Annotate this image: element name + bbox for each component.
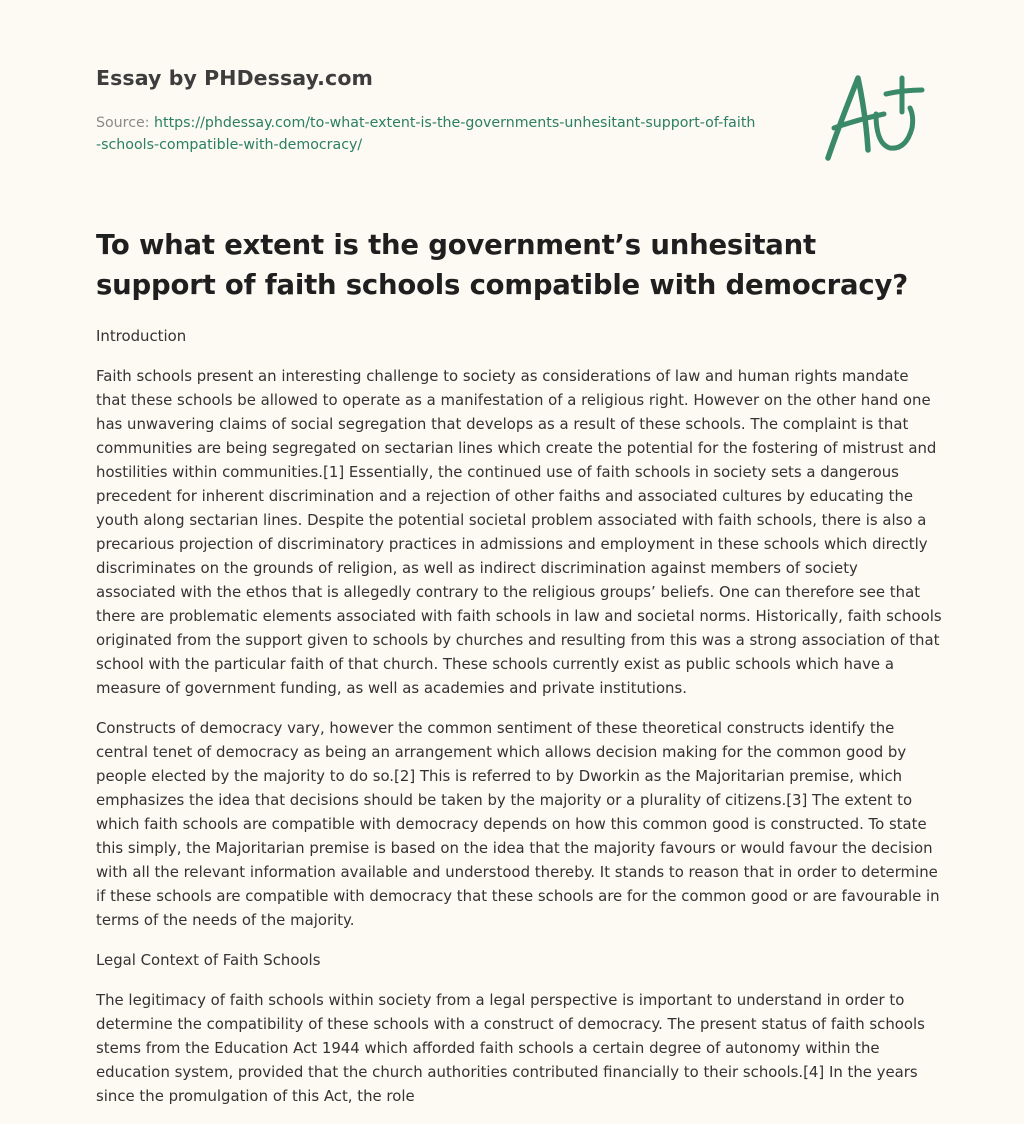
section-heading-legal-context: Legal Context of Faith Schools (96, 951, 321, 969)
a-plus-grade-icon (818, 68, 930, 168)
paragraph-1: Faith schools present an interesting challenge to society as considerations of law and human rights mandate that these schools be allowed to operate as a manifestation of a religious right. However on the other hand one has unwavering claims of social segregation that develops as a result of these schools. The complaint is that communities are being segregated on sectarian lines which create the potential for the fostering of mistrust and hostilities within communities.[1] Essentially, the continued use of faith schools in society sets a dangerous precedent for inherent discrimination and a rejection of other faiths and associated cultures by educating the youth along sectarian lines. Despite the potential societal problem associated with faith schools, there is also a precarious projection of discriminatory practices in admissions and employment in these schools which directly discriminates on the grounds of religion, as well as indirect discrimination against members of society associated with the ethos that is allegedly contrary to the religious groups’ beliefs. One can therefore see that there are problematic elements associated with faith schools in law and societal norms. Historically, faith schools originated from the support given to schools by churches and resulting from this was a strong association of that school with the particular faith of that church. These schools currently exist as public schools which have a measure of government funding, as well as academies and private institutions. (96, 367, 942, 697)
essay-body (96, 324, 942, 1124)
essay-title: To what extent is the government’s unhesitant support of faith schools compatible with democracy? (96, 229, 908, 301)
source-label: Source: (96, 115, 150, 131)
section-heading-introduction: Introduction (96, 327, 187, 345)
header (96, 64, 756, 156)
paragraph-3: The legitimacy of faith schools within society from a legal perspective is important to understand in order to determine the compatibility of these schools with a construct of democracy. The present status of faith schools stems from the Education Act 1944 which afforded faith schools a certain degree of autonomy within the education system, provided that the church authorities contributed financially to their schools.[4] In the years since the promulgation of this Act, the role (96, 991, 925, 1105)
source-line (96, 112, 756, 156)
source-link[interactable]: https://phdessay.com/to-what-extent-is-the-governments-unhesitant-support-of-faith-schools-compatible-with-democracy/ (96, 115, 756, 153)
brand-title: Essay by PHDessay.com (96, 66, 373, 90)
paragraph-2: Constructs of democracy vary, however the common sentiment of these theoretical constructs identify the central tenet of democracy as being an arrangement which allows decision making for the common good by people elected by the majority to do so.[2] This is referred to by Dworkin as the Majoritarian premise, which emphasizes the idea that decisions should be taken by the majority or a plurality of citizens.[3] The extent to which faith schools are compatible with democracy depends on how this common good is constructed. To state this simply, the Majoritarian premise is based on the idea that the majority favours or would favour the decision with all the relevant information available and understood thereby. It stands to reason that in order to determine if these schools are compatible with democracy that these schools are for the common good or are favourable in terms of the needs of the majority. (96, 719, 940, 929)
